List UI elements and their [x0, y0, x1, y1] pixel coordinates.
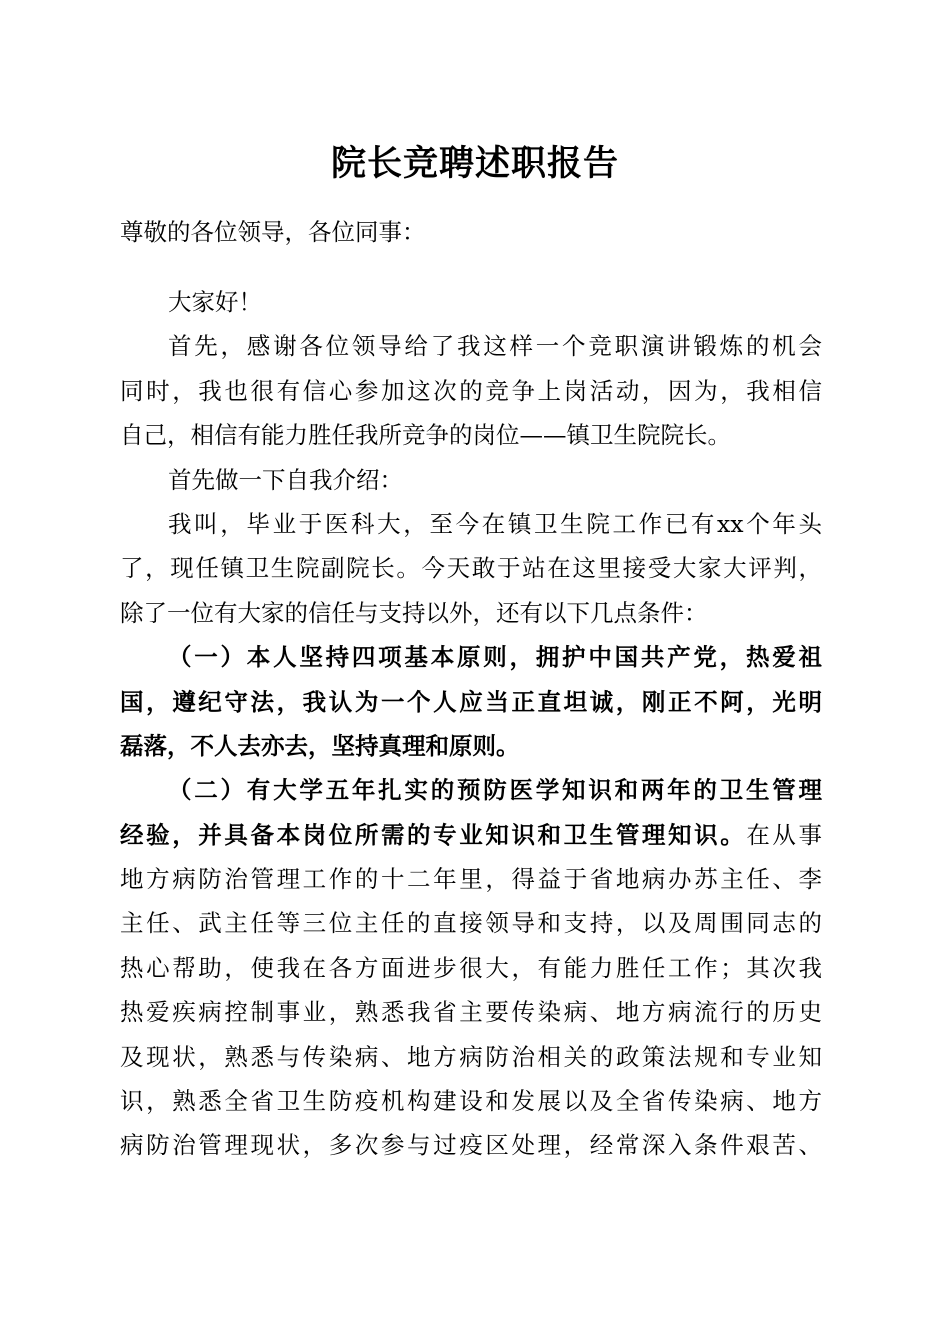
paragraph-line: （二）有大学五年扎实的预防医学知识和两年的卫生管理 — [168, 776, 822, 805]
paragraph-line: 除了一位有大家的信任与支持以外，还有以下几点条件： — [120, 598, 708, 627]
paragraph-line: 主任、武主任等三位主任的直接领导和支持，以及周围同志的 — [120, 909, 822, 938]
paragraph-line: 首先，感谢各位领导给了我这样一个竞职演讲锻炼的机会 — [168, 332, 822, 361]
paragraph-line: 自己，相信有能力胜任我所竞争的岗位——镇卫生院院长。 — [120, 421, 731, 450]
paragraph-line: （一）本人坚持四项基本原则，拥护中国共产党，热爱祖 — [168, 643, 822, 672]
paragraph-line — [120, 813, 822, 857]
greeting: 大家好！ — [168, 287, 262, 316]
document-title: 院长竞聘述职报告 — [330, 143, 619, 184]
paragraph-line: 了，现任镇卫生院副院长。今天敢于站在这里接受大家大评判， — [120, 554, 822, 583]
bold-segment: 经验，并具备本岗位所需的专业知识和卫生管理知识。 — [120, 820, 747, 849]
paragraph-line: 磊落，不人去亦去，坚持真理和原则。 — [120, 731, 520, 760]
paragraph-line: 识，熟悉全省卫生防疫机构建设和发展以及全省传染病、地方 — [120, 1087, 822, 1116]
document-body — [120, 210, 822, 1168]
paragraph-line: 及现状，熟悉与传染病、地方病防治相关的政策法规和专业知 — [120, 1042, 822, 1071]
paragraph-line: 首先做一下自我介绍： — [168, 465, 403, 494]
normal-segment: 在从事 — [746, 820, 823, 849]
paragraph-line: 同时，我也很有信心参加这次的竞争上岗活动，因为，我相信 — [120, 376, 822, 405]
paragraph-line: 热心帮助，使我在各方面进步很大，有能力胜任工作；其次我 — [120, 953, 822, 982]
paragraph-line: 国，遵纪守法，我认为一个人应当正直坦诚，刚正不阿，光明 — [120, 687, 822, 716]
paragraph-line: 我叫，毕业于医科大，至今在镇卫生院工作已有xx个年头 — [168, 509, 822, 538]
paragraph-line: 病防治管理现状，多次参与过疫区处理，经常深入条件艰苦、 — [120, 1131, 822, 1160]
salutation: 尊敬的各位领导，各位同事： — [120, 218, 426, 246]
paragraph-line: 热爱疾病控制事业，熟悉我省主要传染病、地方病流行的历史 — [120, 998, 822, 1027]
paragraph-line: 地方病防治管理工作的十二年里，得益于省地病办苏主任、李 — [120, 865, 822, 894]
